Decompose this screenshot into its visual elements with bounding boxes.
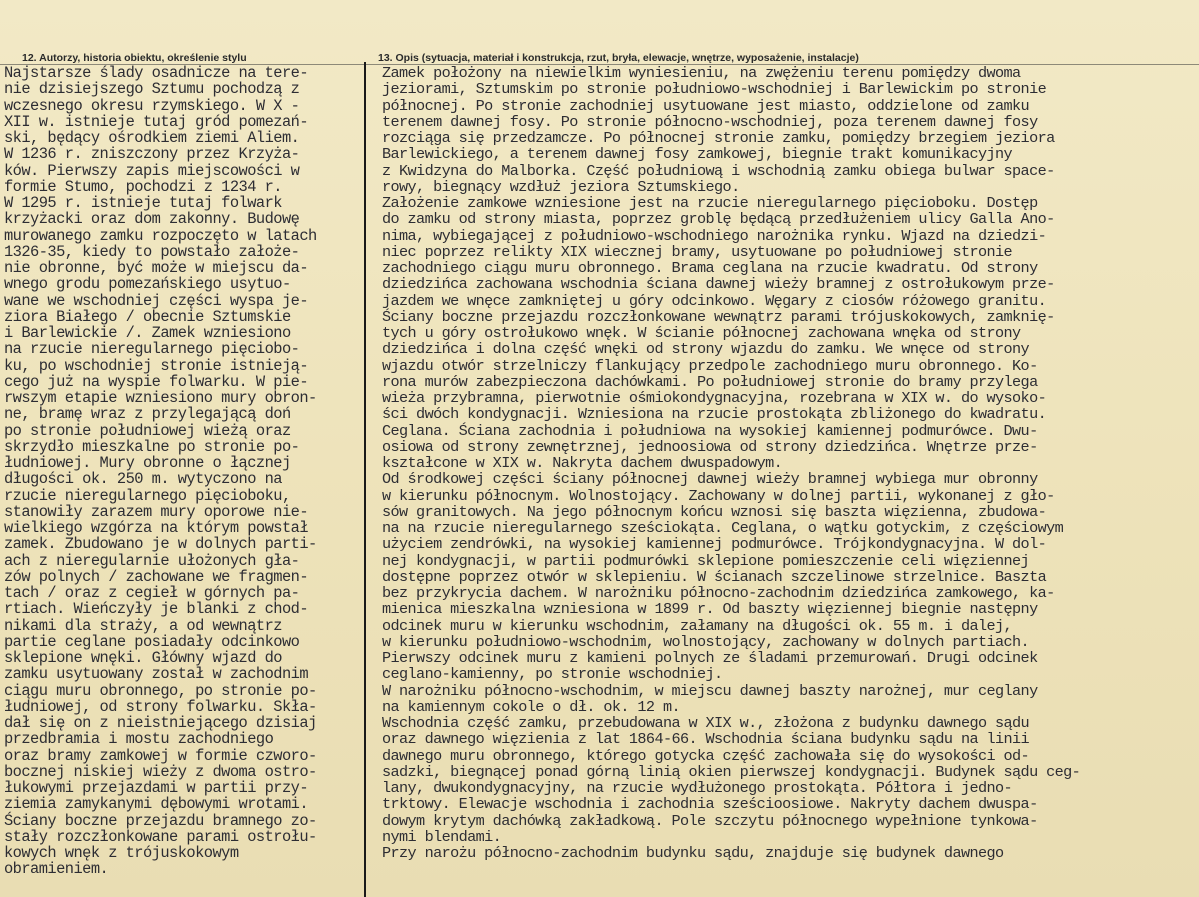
history-text-line: ski, będący ośrodkiem ziemi Aliem. (4, 129, 300, 147)
description-text-line: zachodniego ciągu muru obronnego. Brama ceglana na rzucie kwadratu. Od strony (382, 259, 1038, 277)
description-text-line: kształcone w XIX w. Nakryta dachem dwuspadowym. (382, 454, 783, 472)
history-column (4, 65, 356, 897)
description-text-line: Wschodnia część zamku, przebudowana w XIX w., złożona z budynku dawnego sądu (382, 714, 1030, 732)
history-text-line: formie Stumo, pochodzi z 1234 r. (4, 177, 282, 196)
description-text-line: dziedzińca i dolna część wnęki od strony wjazdu do zamku. We wnęce od strony (382, 340, 1030, 359)
history-text-line: długości ok. 250 m. wytyczono na (4, 470, 282, 489)
description-column (382, 65, 1197, 897)
column-divider (364, 62, 366, 897)
description-text-line: wieża przybramna, pierwotnie ośmiokondygnacyjna, rozebrana w XIX w. do wysoko- (382, 389, 1047, 407)
history-text-line: nie obronne, być może w miejscu da- (4, 259, 309, 277)
description-text-line: dziedzińca zachowana wschodnia ściana dawnej wieży bramnej z ostrołukowym prze- (382, 275, 1055, 294)
history-text-line: łukowymi przejazdami w partii przy- (4, 779, 309, 797)
history-text-line: sklepione wnęki. Główny wjazd do (4, 649, 282, 667)
description-text-line: rowy, biegnący wzdłuż jeziora Sztumskiego. (382, 177, 740, 196)
history-text-line: Najstarsze ślady osadnicze na tere- (4, 65, 309, 82)
history-text-line: partie ceglane posiadały odcinkowo (4, 632, 300, 651)
history-text-line: po stronie południowej wieżą oraz (4, 421, 291, 440)
description-text-line: sów granitowych. Na jego północnym końcu wznosi się baszta więzienna, zbudowa- (382, 502, 1047, 521)
description-text-line: dawnego muru obronnego, którego gotycka część zachowała się do wysokości od- (382, 746, 1030, 765)
history-text-line: zów polnych / zachowane we fragmen- (4, 567, 309, 586)
description-text-line: niec poprzez relikty XIX wiecznej bramy, usytuowane po południowej stronie (382, 242, 1013, 261)
history-text-line: rzucie nieregularnego pięcioboku, (4, 486, 291, 505)
history-text-line: wane we wschodniej części wyspa je- (4, 291, 309, 310)
history-text-line: Ściany boczne przejazdu bramnego zo- (4, 811, 317, 830)
history-text-line: tach / oraz z cegieł w górnych pa- (4, 584, 300, 602)
history-text-line: rtiach. Wieńczyły je blanki z chod- (4, 600, 309, 619)
history-text-line: przedbramia i mostu zachodniego (4, 730, 274, 749)
history-text-line: wnego grodu pomezańskiego usytuo- (4, 275, 291, 294)
description-text-line: terenem dawnej fosy. Po stronie północno-wschodniej, poza terenem dawnej fosy (382, 112, 1038, 131)
description-text-line: lany, dwukondygnacyjny, na rzucie wydłużonego prostokąta. Półtora i jedno- (382, 779, 1013, 797)
history-text-line: i Barlewickie /. Zamek wzniesiono (4, 324, 291, 342)
description-text-line: Barlewickiego, a terenem dawnej fosy zamkowej, biegnie trakt komunikacyjny (382, 145, 1013, 164)
history-text-line: bocznej niskiej wieży z dwoma ostro- (4, 762, 317, 781)
description-text-line: rona murów zabezpieczona dachówkami. Po południowej stronie do bramy przylega (382, 372, 1038, 391)
history-text-line: ziora Białego / obecnie Sztumskie (4, 307, 291, 326)
description-text-line: użyciem zendrówki, na wysokiej kamiennej podmurówce. Trójkondygnacyjna. W dol- (382, 535, 1047, 554)
history-text-line: oraz bramy zamkowej w formie czworo- (4, 746, 317, 765)
description-text-line: odcinek muru w kierunku wschodnim, załamany na długości ok. 55 m. i dalej, (382, 616, 1013, 635)
description-text-line: nej kondygnacji, w partii podmurówki sklepione pomieszczenie celi więziennej (382, 551, 1030, 570)
description-text-line: północnej. Po stronie zachodniej usytuowane jest miasto, oddzielone od zamku (382, 96, 1030, 115)
description-text-line: Od środkowej części ściany północnej dawnej wieży bramnej wybiega mur obronny (382, 470, 1038, 489)
description-text-line: ści dwóch kondygnacji. Wzniesiona na rzucie prostokąta zbliżonego do kwadratu. (382, 405, 1047, 424)
history-text-line: łudniowej, od strony folwarku. Skła- (4, 697, 317, 716)
description-text-line: na kamiennym cokole o dł. ok. 12 m. (382, 697, 680, 716)
description-text-line: Pierwszy odcinek muru z kamieni polnych ze śladami przemurowań. Drugi odcinek (382, 649, 1038, 667)
description-text-line: z Kwidzyna do Malborka. Część południową i wschodnią zamku obiega bulwar space- (382, 161, 1055, 180)
history-text-line: wczesnego okresu rzymskiego. W X - (4, 96, 300, 115)
history-text-line: ne, bramę wraz z przylegającą doń (4, 405, 291, 424)
description-text-line: mienica mieszkalna wzniesiona w 1899 r. Od baszty więziennej biegnie następny (382, 600, 1038, 619)
history-text-line: ku, po wschodniej stronie istnieją- (4, 356, 309, 375)
history-text-line: skrzydło mieszkalne po stronie po- (4, 437, 300, 456)
history-text-line: nikami dla straży, a od wewnątrz (4, 616, 282, 635)
history-text-line: wielkiego wzgórza na którym powstał (4, 519, 309, 537)
description-text-line: tych u góry ostrołukowo wnęk. W ścianie północnej zachowana wnęka od strony (382, 324, 1021, 342)
description-text-line: Przy narożu północno-zachodnim budynku sądu, znajduje się budynek dawnego (382, 844, 1004, 862)
history-text-line: zamku usytuowany został w zachodnim (4, 665, 309, 684)
history-text-line: ciągu muru obronnego, po stronie po- (4, 681, 317, 700)
section-12-heading: 12. Autorzy, historia obiektu, określenie stylu (22, 52, 247, 64)
description-text-line: nima, wybiegającej z południowo-wschodniego narożnika rynku. Wjazd na dziedzi- (382, 226, 1047, 245)
history-text-line: obramieniem. (4, 860, 109, 879)
history-text-line: stały rozczłonkowane parami ostrołu- (4, 827, 317, 846)
description-text-line: dostępne poprzez otwór w sklepieniu. W ścianach szczelinowe strzelnice. Baszta (382, 567, 1047, 586)
description-text-line: trktowy. Elewacje wschodnia i zachodnia sześcioosiowe. Nakryty dachem dwuspa- (382, 795, 1038, 814)
history-text-line: na rzucie nieregularnego pięciobo- (4, 340, 300, 359)
description-text-line: nymi blendami. (382, 827, 502, 846)
history-text-line: ziemia zamykanymi dębowymi wrotami. (4, 795, 309, 814)
description-text-line: osiowa od strony zewnętrznej, jednoosiowa od strony dziedzińca. Wnętrze prze- (382, 437, 1038, 456)
history-text-line: murowanego zamku rozpoczęto w latach (4, 226, 317, 245)
description-text-line: Założenie zamkowe wzniesione jest na rzucie nieregularnego pięcioboku. Dostęp (382, 194, 1038, 212)
history-text-line: kowych wnęk z trójuskokowym (4, 844, 239, 862)
history-text-line: ach z nieregularnie ułożonych gła- (4, 551, 300, 570)
description-text-line: do zamku od strony miasta, poprzez groblę będącą przedłużeniem ulicy Galla Ano- (382, 210, 1055, 229)
description-text-line: oraz dawnego więzienia z lat 1864-66. Wschodnia ściana budynku sądu na linii (382, 730, 1030, 749)
history-text-line: XII w. istnieje tutaj gród pomezań- (4, 112, 309, 131)
history-text-line: zamek. Zbudowano je w dolnych parti- (4, 535, 317, 554)
description-text-line: wjazdu otwór strzelniczy flankujący przedpole zachodniego muru obronnego. Ko- (382, 356, 1038, 375)
description-text-line: Ściany boczne przejazdu rozczłonkowane wewnątrz parami trójuskokowych, zamknię- (382, 307, 1055, 326)
description-text-line: Ceglana. Ściana zachodnia i południowa na wysokiej kamiennej podmurówce. Dwu- (382, 421, 1038, 440)
history-text-line: dał się on z nieistniejącego dzisiaj (4, 714, 317, 732)
history-text-line: cego już na wyspie folwarku. W pie- (4, 372, 309, 391)
history-text-line: 1326-35, kiedy to powstało założe- (4, 242, 300, 261)
description-text-line: dowym krytym dachówką zakładkową. Pole szczytu północnego wypełnione tynkowa- (382, 811, 1038, 830)
description-text-line: jeziorami, Sztumskim po stronie południowo-wschodniej i Barlewickim po stronie (382, 80, 1047, 99)
history-text-line: W 1236 r. zniszczony przez Krzyża- (4, 145, 300, 164)
history-text-line: ków. Pierwszy zapis miejscowości w (4, 161, 300, 180)
description-text-line: ceglano-kamienny, po stronie wschodniej. (382, 665, 723, 684)
history-text-line: łudniowej. Mury obronne o łącznej (4, 454, 291, 472)
section-13-heading: 13. Opis (sytuacja, materiał i konstrukcja, rzut, bryła, elewacje, wnętrze, wyposażenie, instalacje) (378, 52, 859, 64)
description-text-line: w kierunku północnym. Wolnostojący. Zachowany w dolnej partii, wykonanej z gło- (382, 486, 1055, 505)
description-text-line: bez przykrycia dachem. W narożniku północno-zachodnim dziedzińca zamkowego, ka- (382, 584, 1055, 602)
history-text-line: krzyżacki oraz dom zakonny. Budowę (4, 210, 300, 229)
description-text-line: jazdem we wnęce zamkniętej u góry odcinkowo. Węgary z ciosów różowego granitu. (382, 291, 1047, 310)
history-text-line: stanowiły zarazem mury oporowe nie- (4, 502, 309, 521)
history-text-line: rwszym etapie wzniesiono mury obron- (4, 389, 317, 407)
description-text-line: Zamek położony na niewielkim wyniesieniu, na zwężeniu terenu pomiędzy dwoma (382, 65, 1021, 82)
history-text-line: W 1295 r. istnieje tutaj folwark (4, 194, 282, 212)
description-text-line: w kierunku południowo-wschodnim, wolnostojący, zachowany w dolnych partiach. (382, 632, 1030, 651)
description-text-line: W narożniku północno-wschodnim, w miejscu dawnej baszty narożnej, mur ceglany (382, 681, 1038, 700)
description-text-line: na na rzucie nieregularnego sześciokąta. Ceglana, o wątku gotyckim, z częściowym (382, 519, 1064, 537)
history-text-line: nie dzisiejszego Sztumu pochodzą z (4, 80, 300, 99)
description-text-line: sadzki, biegnącej ponad górną linią okien pierwszej kondygnacji. Budynek sądu ceg- (382, 762, 1081, 781)
description-text-line: rozciąga się przedzamcze. Po północnej stronie zamku, pomiędzy brzegiem jeziora (382, 129, 1055, 147)
